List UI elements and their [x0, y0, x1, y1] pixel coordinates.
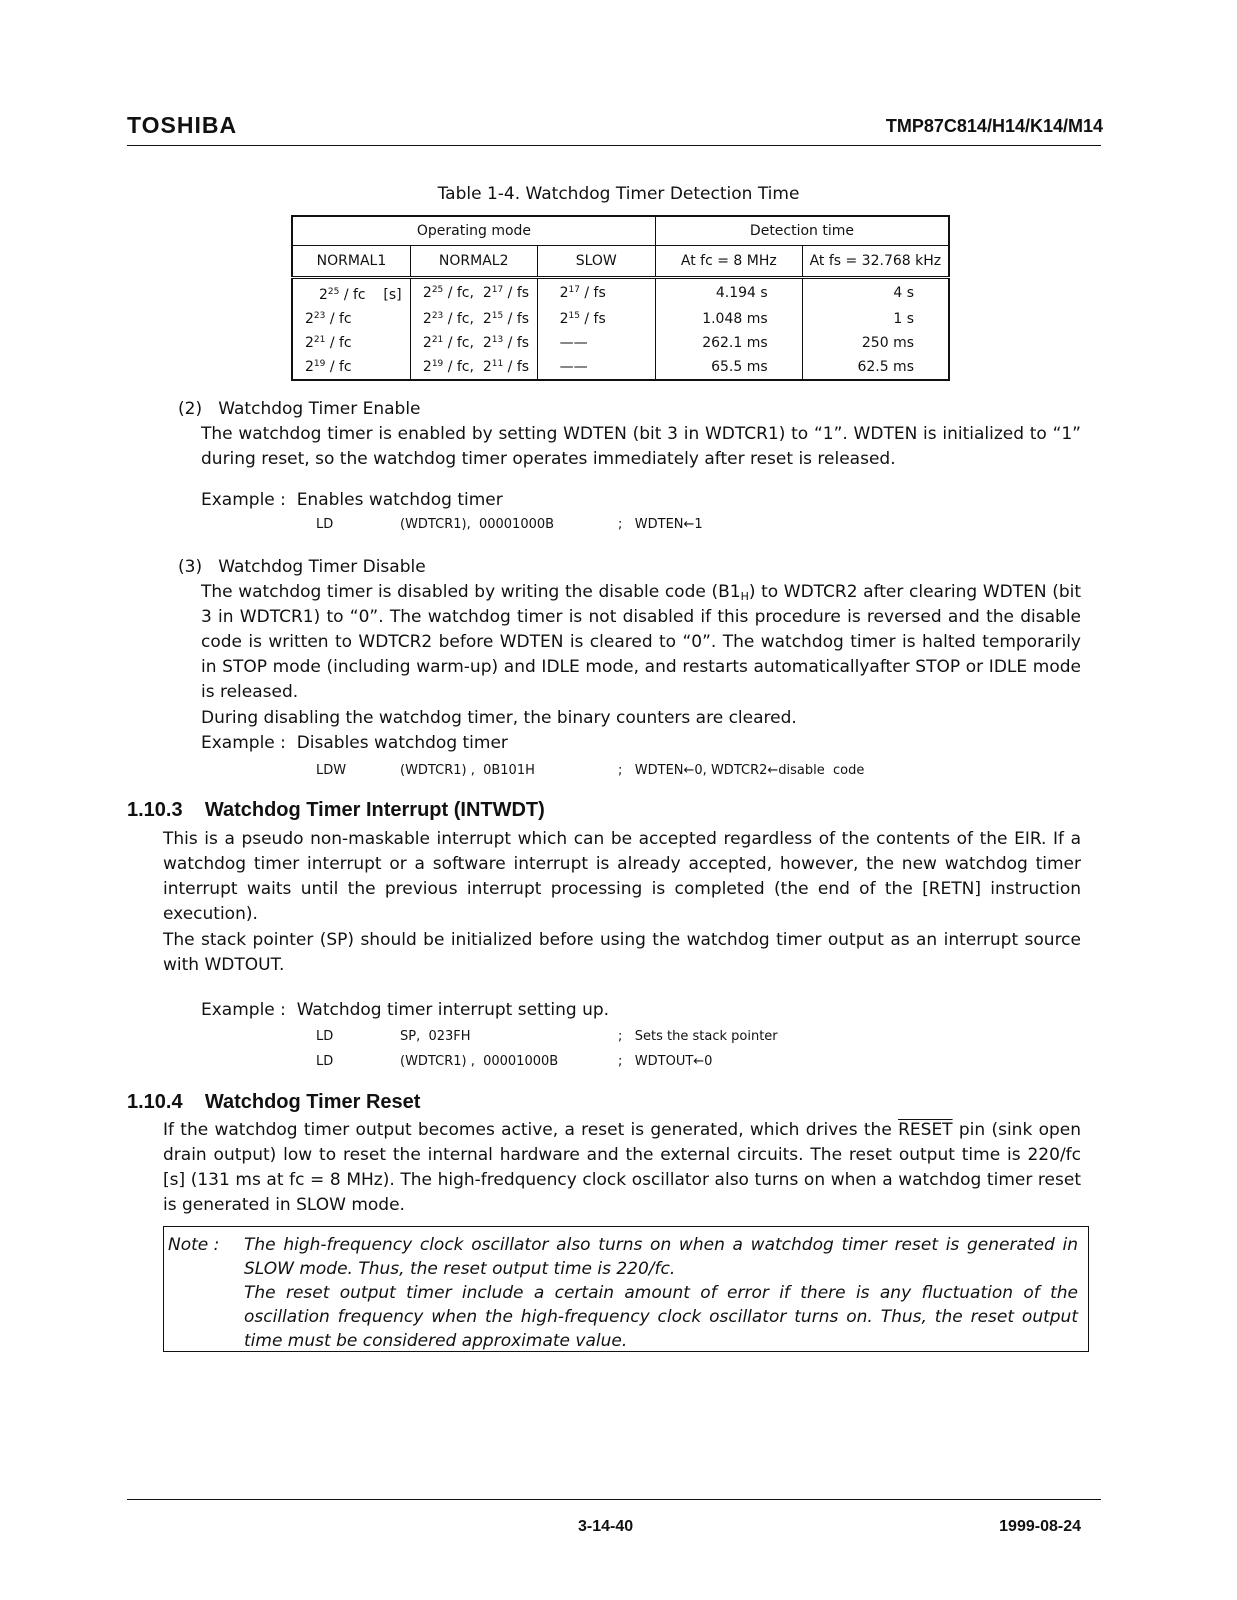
cell-normal1: $2^{25}$ / fc [s]	[292, 278, 410, 308]
header-operating-mode: Operating mode	[292, 216, 655, 246]
cell-at-fc: 65.5 ms	[655, 355, 802, 380]
cell-at-fs: 62.5 ms	[802, 355, 949, 380]
cell-at-fc: 1.048 ms	[655, 307, 802, 331]
cell-at-fs: 250 ms	[802, 331, 949, 355]
cell-at-fc: 262.1 ms	[655, 331, 802, 355]
interrupt-para2: The stack pointer (SP) should be initialized before using the watchdog timer output as an interrupt source with WDTOUT.	[163, 930, 1081, 975]
code-op: LD	[316, 1054, 334, 1069]
disable-example-label: Example : Disables watchdog timer	[201, 733, 508, 753]
code-args: (WDTCR1), 00001000B	[400, 517, 555, 532]
code-args: (WDTCR1) , 00001000B	[400, 1054, 559, 1069]
cell-normal2: $2^{23}$ / fc, $2^{15}$ / fs	[410, 307, 537, 331]
footer-rule	[127, 1499, 1101, 1500]
disable-text: The watchdog timer is disabled by writing the disable code $(B1_H)$ to WDTCR2 after clearing WDTEN (bit 3 in WDTCR1) to “0”. The watchdog timer is not disabled if this procedure is reversed and the disable code is written to WDTCR2 before WDTEN is cleared to “0”. The watchdog timer is halted temporarily in STOP mode (including warm-up) and IDLE mode, and restarts automaticallyafter STOP or IDLE mode is released.	[201, 582, 1081, 702]
note-body	[244, 1233, 1078, 1353]
detection-time-table	[291, 215, 950, 381]
cell-slow: $2^{17}$ / fs	[537, 278, 655, 308]
cell-at-fs: 1 s	[802, 307, 949, 331]
cell-normal2: $2^{19}$ / fc, $2^{11}$ / fs	[410, 355, 537, 380]
cell-at-fc: 4.194 s	[655, 278, 802, 308]
code-args: (WDTCR1) , 0B101H	[400, 763, 535, 778]
col-slow: SLOW	[537, 246, 655, 278]
code-comment: ; Sets the stack pointer	[618, 1029, 778, 1044]
note-line2: The reset output timer include a certain amount of error if there is any fluctuation of the oscillation frequency when the high-frequency clock oscillator turns on. Thus, the reset output time must be considered approximate value.	[244, 1283, 1078, 1351]
note-label: Note :	[168, 1235, 220, 1255]
cell-normal1: $2^{21}$ / fc	[292, 331, 410, 355]
enable-example-label: Example : Enables watchdog timer	[201, 490, 503, 510]
toshiba-logo: TOSHIBA	[127, 112, 238, 138]
col-normal1: NORMAL1	[292, 246, 410, 278]
table-row	[292, 307, 949, 331]
heading-1-10-4: 1.10.4 Watchdog Timer Reset	[127, 1091, 421, 1113]
reset-para: If the watchdog timer output becomes active, a reset is generated, which drives the RESET pin (sink open drain output) low to reset the internal hardware and the external circuits. The reset output time is 220/fc [s] (131 ms at fc = 8 MHz). The high-fredquency clock oscillator also turns on when a watchdog timer reset is generated in SLOW mode.	[163, 1120, 1082, 1215]
disable-title: (3) Watchdog Timer Disable	[178, 557, 426, 577]
cell-normal1: $2^{23}$ / fc	[292, 307, 410, 331]
table-caption: Table 1-4. Watchdog Timer Detection Time	[437, 184, 800, 204]
doc-date: 1999-08-24	[999, 1518, 1081, 1535]
disable-text2: During disabling the watchdog timer, the binary counters are cleared.	[201, 708, 797, 728]
heading-1-10-3: 1.10.3 Watchdog Timer Interrupt (INTWDT)	[127, 799, 545, 821]
cell-at-fs: 4 s	[802, 278, 949, 308]
cell-slow: ——	[537, 331, 655, 355]
col-at-fs: At fs = 32.768 kHz	[802, 246, 949, 278]
code-comment: ; WDTEN←0, WDTCR2←disable code	[618, 763, 865, 778]
code-op: LDW	[316, 763, 347, 778]
cell-normal2: $2^{25}$ / fc, $2^{17}$ / fs	[410, 278, 537, 308]
page-number: 3-14-40	[578, 1518, 634, 1535]
note-line1: The high-frequency clock oscillator also turns on when a watchdog timer reset is generated in SLOW mode. Thus, the reset output time is 220/fc.	[244, 1235, 1078, 1279]
code-args: SP, 023FH	[400, 1029, 471, 1044]
reset-pin-label: RESET	[898, 1120, 953, 1140]
table-row	[292, 278, 949, 308]
table-row	[292, 355, 949, 380]
interrupt-example-label: Example : Watchdog timer interrupt setting up.	[201, 1000, 610, 1020]
code-op: LD	[316, 517, 334, 532]
enable-title: (2) Watchdog Timer Enable	[178, 399, 421, 419]
cell-slow: ——	[537, 355, 655, 380]
header-rule	[127, 145, 1101, 146]
note-box	[163, 1226, 1089, 1352]
col-normal2: NORMAL2	[410, 246, 537, 278]
table-row	[292, 331, 949, 355]
interrupt-para1: This is a pseudo non-maskable interrupt which can be accepted regardless of the contents of the EIR. If a watchdog timer interrupt or a software interrupt is already accepted, however, the new watchdog timer interrupt waits until the previous interrupt processing is completed (the end of the [RETN] instruction execution).	[163, 829, 1081, 924]
enable-text: The watchdog timer is enabled by setting WDTEN (bit 3 in WDTCR1) to “1”. WDTEN is initialized to “1” during reset, so the watchdog timer operates immediately after reset is released.	[201, 424, 1081, 469]
cell-normal2: $2^{21}$ / fc, $2^{13}$ / fs	[410, 331, 537, 355]
cell-slow: $2^{15}$ / fs	[537, 307, 655, 331]
header-detection-time: Detection time	[655, 216, 949, 246]
code-comment: ; WDTEN←1	[618, 517, 703, 532]
code-op: LD	[316, 1029, 334, 1044]
part-number: TMP87C814/H14/K14/M14	[885, 116, 1103, 136]
col-at-fc: At fc = 8 MHz	[655, 246, 802, 278]
cell-normal1: $2^{19}$ / fc	[292, 355, 410, 380]
code-comment: ; WDTOUT←0	[618, 1054, 713, 1069]
